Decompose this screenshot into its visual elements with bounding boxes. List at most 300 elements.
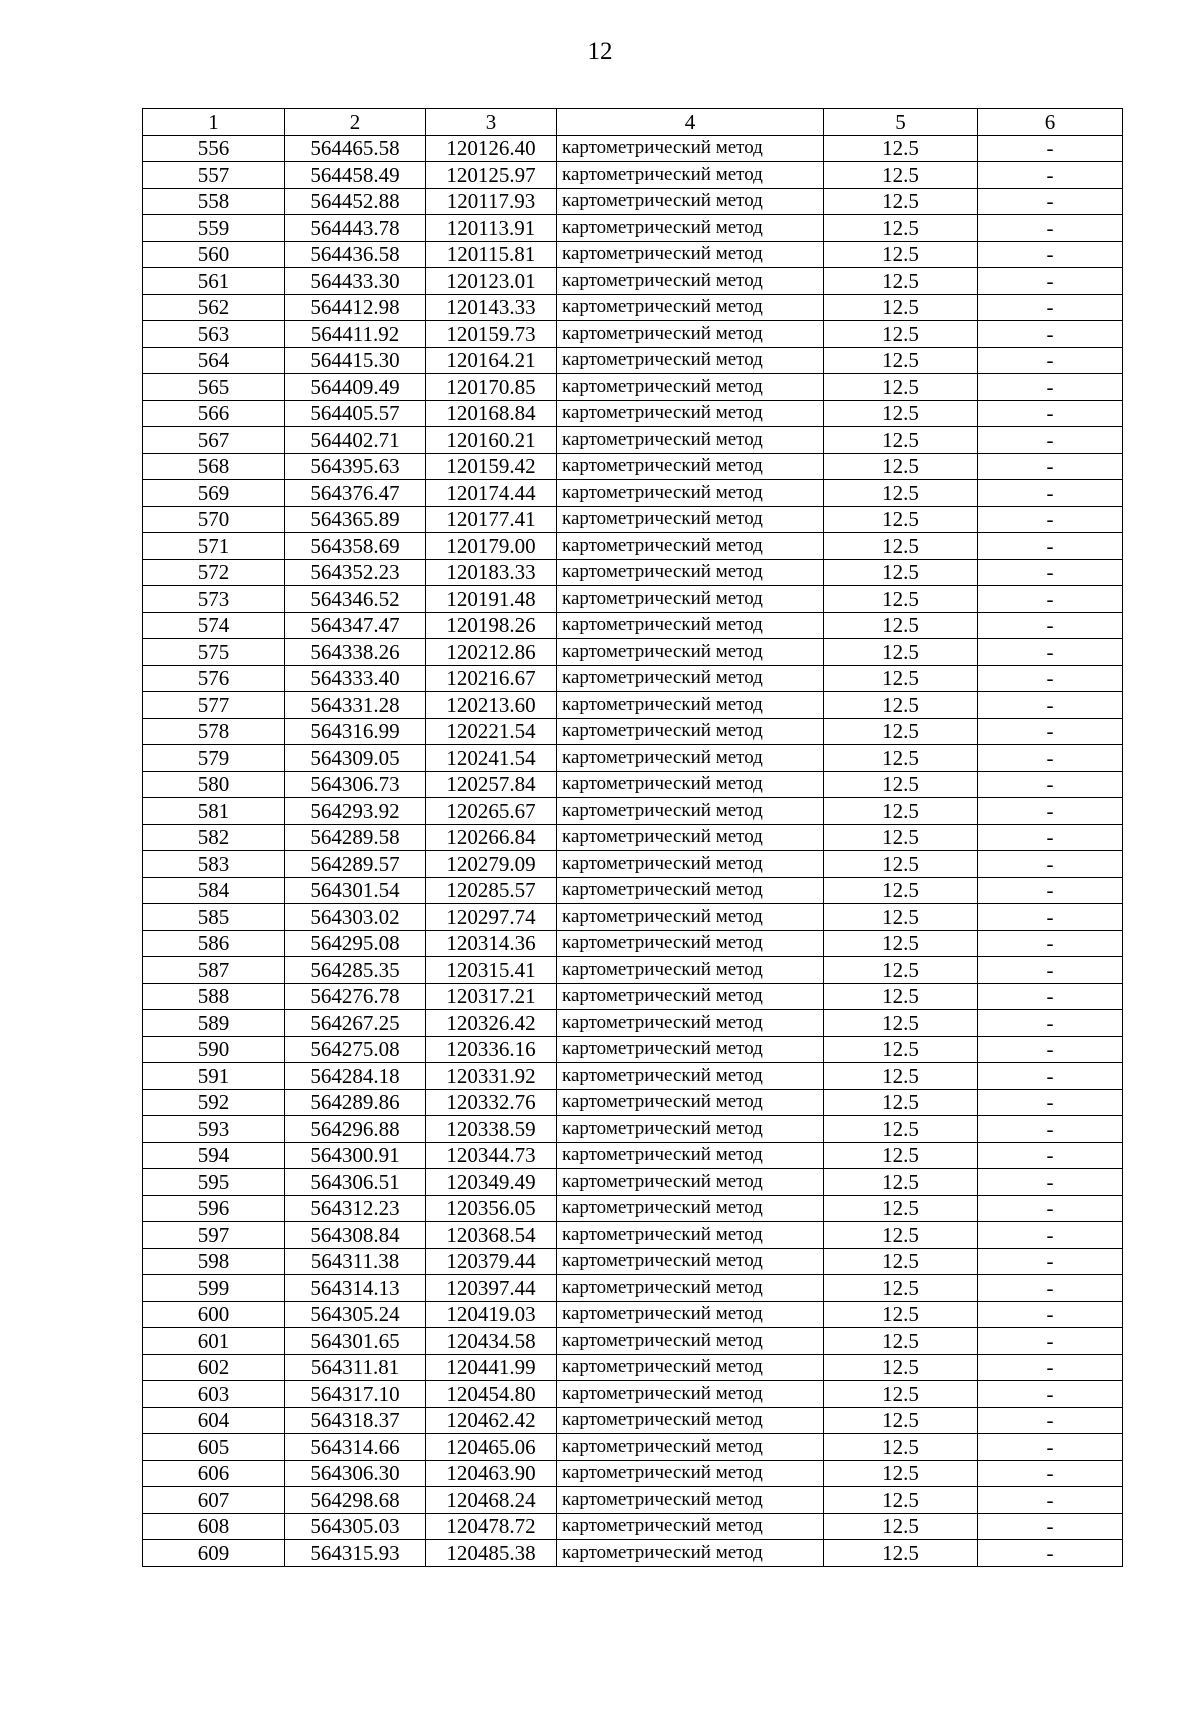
method-cell: картометрический метод xyxy=(557,665,824,692)
note-cell: - xyxy=(978,241,1123,268)
note-cell: - xyxy=(978,1169,1123,1196)
note-cell: - xyxy=(978,1328,1123,1355)
table-row xyxy=(143,506,1123,533)
method-cell: картометрический метод xyxy=(557,1063,824,1090)
note-cell: - xyxy=(978,771,1123,798)
table-row xyxy=(143,1301,1123,1328)
accuracy-cell: 12.5 xyxy=(824,639,978,666)
accuracy-cell: 12.5 xyxy=(824,692,978,719)
point-number-cell: 558 xyxy=(143,188,285,215)
accuracy-cell: 12.5 xyxy=(824,745,978,772)
table-row xyxy=(143,1275,1123,1302)
table-row xyxy=(143,904,1123,931)
x-coordinate-cell: 564376.47 xyxy=(285,480,426,507)
note-cell: - xyxy=(978,506,1123,533)
x-coordinate-cell: 564358.69 xyxy=(285,533,426,560)
accuracy-cell: 12.5 xyxy=(824,135,978,162)
table-row xyxy=(143,930,1123,957)
accuracy-cell: 12.5 xyxy=(824,1248,978,1275)
accuracy-cell: 12.5 xyxy=(824,268,978,295)
accuracy-cell: 12.5 xyxy=(824,1036,978,1063)
note-cell: - xyxy=(978,851,1123,878)
note-cell: - xyxy=(978,400,1123,427)
point-number-cell: 583 xyxy=(143,851,285,878)
note-cell: - xyxy=(978,612,1123,639)
x-coordinate-cell: 564405.57 xyxy=(285,400,426,427)
point-number-cell: 609 xyxy=(143,1540,285,1567)
method-cell: картометрический метод xyxy=(557,877,824,904)
x-coordinate-cell: 564284.18 xyxy=(285,1063,426,1090)
x-coordinate-cell: 564415.30 xyxy=(285,347,426,374)
x-coordinate-cell: 564306.30 xyxy=(285,1460,426,1487)
note-cell: - xyxy=(978,1460,1123,1487)
x-coordinate-cell: 564452.88 xyxy=(285,188,426,215)
page-number: 12 xyxy=(587,38,613,65)
method-cell: картометрический метод xyxy=(557,453,824,480)
table-header xyxy=(143,109,1123,136)
accuracy-cell: 12.5 xyxy=(824,1513,978,1540)
point-number-cell: 559 xyxy=(143,215,285,242)
x-coordinate-cell: 564465.58 xyxy=(285,135,426,162)
note-cell: - xyxy=(978,1301,1123,1328)
accuracy-cell: 12.5 xyxy=(824,904,978,931)
table-row xyxy=(143,1089,1123,1116)
y-coordinate-cell: 120465.06 xyxy=(426,1434,557,1461)
y-coordinate-cell: 120331.92 xyxy=(426,1063,557,1090)
note-cell: - xyxy=(978,1063,1123,1090)
column-header-1: 1 xyxy=(143,109,285,136)
note-cell: - xyxy=(978,1275,1123,1302)
point-number-cell: 590 xyxy=(143,1036,285,1063)
note-cell: - xyxy=(978,957,1123,984)
point-number-cell: 585 xyxy=(143,904,285,931)
method-cell: картометрический метод xyxy=(557,1195,824,1222)
method-cell: картометрический метод xyxy=(557,1487,824,1514)
accuracy-cell: 12.5 xyxy=(824,400,978,427)
method-cell: картометрический метод xyxy=(557,586,824,613)
table-row xyxy=(143,1407,1123,1434)
table-row xyxy=(143,1513,1123,1540)
accuracy-cell: 12.5 xyxy=(824,771,978,798)
point-number-cell: 604 xyxy=(143,1407,285,1434)
point-number-cell: 592 xyxy=(143,1089,285,1116)
y-coordinate-cell: 120356.05 xyxy=(426,1195,557,1222)
y-coordinate-cell: 120317.21 xyxy=(426,983,557,1010)
method-cell: картометрический метод xyxy=(557,1460,824,1487)
note-cell: - xyxy=(978,930,1123,957)
accuracy-cell: 12.5 xyxy=(824,612,978,639)
method-cell: картометрический метод xyxy=(557,162,824,189)
table-row xyxy=(143,1010,1123,1037)
point-number-cell: 598 xyxy=(143,1248,285,1275)
point-number-cell: 597 xyxy=(143,1222,285,1249)
method-cell: картометрический метод xyxy=(557,506,824,533)
point-number-cell: 570 xyxy=(143,506,285,533)
table-row xyxy=(143,957,1123,984)
method-cell: картометрический метод xyxy=(557,771,824,798)
y-coordinate-cell: 120315.41 xyxy=(426,957,557,984)
y-coordinate-cell: 120160.21 xyxy=(426,427,557,454)
method-cell: картометрический метод xyxy=(557,559,824,586)
table-row xyxy=(143,798,1123,825)
x-coordinate-cell: 564318.37 xyxy=(285,1407,426,1434)
x-coordinate-cell: 564443.78 xyxy=(285,215,426,242)
x-coordinate-cell: 564395.63 xyxy=(285,453,426,480)
accuracy-cell: 12.5 xyxy=(824,1381,978,1408)
point-number-cell: 556 xyxy=(143,135,285,162)
point-number-cell: 563 xyxy=(143,321,285,348)
method-cell: картометрический метод xyxy=(557,1301,824,1328)
table-row xyxy=(143,135,1123,162)
y-coordinate-cell: 120221.54 xyxy=(426,718,557,745)
note-cell: - xyxy=(978,1036,1123,1063)
y-coordinate-cell: 120314.36 xyxy=(426,930,557,957)
method-cell: картометрический метод xyxy=(557,824,824,851)
accuracy-cell: 12.5 xyxy=(824,374,978,401)
note-cell: - xyxy=(978,1089,1123,1116)
y-coordinate-cell: 120115.81 xyxy=(426,241,557,268)
table-row xyxy=(143,241,1123,268)
x-coordinate-cell: 564458.49 xyxy=(285,162,426,189)
accuracy-cell: 12.5 xyxy=(824,1301,978,1328)
note-cell: - xyxy=(978,692,1123,719)
point-number-cell: 591 xyxy=(143,1063,285,1090)
y-coordinate-cell: 120257.84 xyxy=(426,771,557,798)
accuracy-cell: 12.5 xyxy=(824,718,978,745)
method-cell: картометрический метод xyxy=(557,1513,824,1540)
table-row xyxy=(143,480,1123,507)
method-cell: картометрический метод xyxy=(557,1434,824,1461)
y-coordinate-cell: 120179.00 xyxy=(426,533,557,560)
method-cell: картометрический метод xyxy=(557,798,824,825)
table-row xyxy=(143,824,1123,851)
note-cell: - xyxy=(978,586,1123,613)
y-coordinate-cell: 120198.26 xyxy=(426,612,557,639)
note-cell: - xyxy=(978,347,1123,374)
note-cell: - xyxy=(978,294,1123,321)
x-coordinate-cell: 564289.86 xyxy=(285,1089,426,1116)
note-cell: - xyxy=(978,1142,1123,1169)
table-row xyxy=(143,745,1123,772)
accuracy-cell: 12.5 xyxy=(824,957,978,984)
point-number-cell: 580 xyxy=(143,771,285,798)
point-number-cell: 562 xyxy=(143,294,285,321)
accuracy-cell: 12.5 xyxy=(824,347,978,374)
y-coordinate-cell: 120159.42 xyxy=(426,453,557,480)
x-coordinate-cell: 564317.10 xyxy=(285,1381,426,1408)
header-row xyxy=(143,109,1123,136)
point-number-cell: 577 xyxy=(143,692,285,719)
method-cell: картометрический метод xyxy=(557,692,824,719)
x-coordinate-cell: 564409.49 xyxy=(285,374,426,401)
y-coordinate-cell: 120336.16 xyxy=(426,1036,557,1063)
table-row xyxy=(143,1460,1123,1487)
point-number-cell: 602 xyxy=(143,1354,285,1381)
point-number-cell: 588 xyxy=(143,983,285,1010)
x-coordinate-cell: 564309.05 xyxy=(285,745,426,772)
x-coordinate-cell: 564289.58 xyxy=(285,824,426,851)
x-coordinate-cell: 564436.58 xyxy=(285,241,426,268)
y-coordinate-cell: 120168.84 xyxy=(426,400,557,427)
point-number-cell: 573 xyxy=(143,586,285,613)
note-cell: - xyxy=(978,1195,1123,1222)
y-coordinate-cell: 120332.76 xyxy=(426,1089,557,1116)
table-row xyxy=(143,162,1123,189)
point-number-cell: 572 xyxy=(143,559,285,586)
note-cell: - xyxy=(978,1540,1123,1567)
table-row xyxy=(143,1328,1123,1355)
x-coordinate-cell: 564402.71 xyxy=(285,427,426,454)
point-number-cell: 576 xyxy=(143,665,285,692)
accuracy-cell: 12.5 xyxy=(824,1116,978,1143)
accuracy-cell: 12.5 xyxy=(824,824,978,851)
accuracy-cell: 12.5 xyxy=(824,851,978,878)
note-cell: - xyxy=(978,480,1123,507)
point-number-cell: 557 xyxy=(143,162,285,189)
note-cell: - xyxy=(978,453,1123,480)
table-row xyxy=(143,1036,1123,1063)
point-number-cell: 584 xyxy=(143,877,285,904)
x-coordinate-cell: 564285.35 xyxy=(285,957,426,984)
point-number-cell: 605 xyxy=(143,1434,285,1461)
point-number-cell: 607 xyxy=(143,1487,285,1514)
note-cell: - xyxy=(978,533,1123,560)
table-row xyxy=(143,665,1123,692)
method-cell: картометрический метод xyxy=(557,851,824,878)
y-coordinate-cell: 120419.03 xyxy=(426,1301,557,1328)
x-coordinate-cell: 564314.66 xyxy=(285,1434,426,1461)
accuracy-cell: 12.5 xyxy=(824,294,978,321)
method-cell: картометрический метод xyxy=(557,480,824,507)
accuracy-cell: 12.5 xyxy=(824,1328,978,1355)
table-row xyxy=(143,692,1123,719)
x-coordinate-cell: 564311.81 xyxy=(285,1354,426,1381)
table-row xyxy=(143,1195,1123,1222)
table-row xyxy=(143,1540,1123,1567)
y-coordinate-cell: 120368.54 xyxy=(426,1222,557,1249)
y-coordinate-cell: 120113.91 xyxy=(426,215,557,242)
accuracy-cell: 12.5 xyxy=(824,1195,978,1222)
table-row xyxy=(143,1222,1123,1249)
y-coordinate-cell: 120216.67 xyxy=(426,665,557,692)
x-coordinate-cell: 564311.38 xyxy=(285,1248,426,1275)
point-number-cell: 574 xyxy=(143,612,285,639)
note-cell: - xyxy=(978,904,1123,931)
x-coordinate-cell: 564347.47 xyxy=(285,612,426,639)
note-cell: - xyxy=(978,665,1123,692)
method-cell: картометрический метод xyxy=(557,241,824,268)
x-coordinate-cell: 564411.92 xyxy=(285,321,426,348)
note-cell: - xyxy=(978,559,1123,586)
x-coordinate-cell: 564314.13 xyxy=(285,1275,426,1302)
column-header-5: 5 xyxy=(824,109,978,136)
accuracy-cell: 12.5 xyxy=(824,1275,978,1302)
y-coordinate-cell: 120123.01 xyxy=(426,268,557,295)
note-cell: - xyxy=(978,215,1123,242)
table-row xyxy=(143,427,1123,454)
x-coordinate-cell: 564352.23 xyxy=(285,559,426,586)
accuracy-cell: 12.5 xyxy=(824,241,978,268)
y-coordinate-cell: 120125.97 xyxy=(426,162,557,189)
method-cell: картометрический метод xyxy=(557,321,824,348)
method-cell: картометрический метод xyxy=(557,268,824,295)
point-number-cell: 561 xyxy=(143,268,285,295)
table-row xyxy=(143,1248,1123,1275)
y-coordinate-cell: 120191.48 xyxy=(426,586,557,613)
point-number-cell: 579 xyxy=(143,745,285,772)
y-coordinate-cell: 120379.44 xyxy=(426,1248,557,1275)
point-number-cell: 571 xyxy=(143,533,285,560)
method-cell: картометрический метод xyxy=(557,1540,824,1567)
table-row xyxy=(143,877,1123,904)
accuracy-cell: 12.5 xyxy=(824,877,978,904)
x-coordinate-cell: 564315.93 xyxy=(285,1540,426,1567)
table-row xyxy=(143,321,1123,348)
table-row xyxy=(143,188,1123,215)
column-header-4: 4 xyxy=(557,109,824,136)
accuracy-cell: 12.5 xyxy=(824,1354,978,1381)
x-coordinate-cell: 564331.28 xyxy=(285,692,426,719)
y-coordinate-cell: 120183.33 xyxy=(426,559,557,586)
x-coordinate-cell: 564289.57 xyxy=(285,851,426,878)
method-cell: картометрический метод xyxy=(557,639,824,666)
x-coordinate-cell: 564346.52 xyxy=(285,586,426,613)
method-cell: картометрический метод xyxy=(557,745,824,772)
y-coordinate-cell: 120485.38 xyxy=(426,1540,557,1567)
point-number-cell: 589 xyxy=(143,1010,285,1037)
table-row xyxy=(143,559,1123,586)
table-row xyxy=(143,1169,1123,1196)
table-row xyxy=(143,1381,1123,1408)
note-cell: - xyxy=(978,268,1123,295)
x-coordinate-cell: 564303.02 xyxy=(285,904,426,931)
column-header-3: 3 xyxy=(426,109,557,136)
point-number-cell: 593 xyxy=(143,1116,285,1143)
x-coordinate-cell: 564306.73 xyxy=(285,771,426,798)
y-coordinate-cell: 120326.42 xyxy=(426,1010,557,1037)
method-cell: картометрический метод xyxy=(557,1010,824,1037)
x-coordinate-cell: 564301.54 xyxy=(285,877,426,904)
table-row xyxy=(143,374,1123,401)
accuracy-cell: 12.5 xyxy=(824,215,978,242)
accuracy-cell: 12.5 xyxy=(824,586,978,613)
point-number-cell: 565 xyxy=(143,374,285,401)
x-coordinate-cell: 564312.23 xyxy=(285,1195,426,1222)
y-coordinate-cell: 120349.49 xyxy=(426,1169,557,1196)
y-coordinate-cell: 120159.73 xyxy=(426,321,557,348)
x-coordinate-cell: 564300.91 xyxy=(285,1142,426,1169)
point-number-cell: 601 xyxy=(143,1328,285,1355)
table-row xyxy=(143,347,1123,374)
method-cell: картометрический метод xyxy=(557,1169,824,1196)
point-number-cell: 608 xyxy=(143,1513,285,1540)
y-coordinate-cell: 120174.44 xyxy=(426,480,557,507)
method-cell: картометрический метод xyxy=(557,957,824,984)
table-row xyxy=(143,453,1123,480)
x-coordinate-cell: 564298.68 xyxy=(285,1487,426,1514)
x-coordinate-cell: 564296.88 xyxy=(285,1116,426,1143)
method-cell: картометрический метод xyxy=(557,1328,824,1355)
note-cell: - xyxy=(978,1381,1123,1408)
point-number-cell: 581 xyxy=(143,798,285,825)
y-coordinate-cell: 120454.80 xyxy=(426,1381,557,1408)
accuracy-cell: 12.5 xyxy=(824,188,978,215)
table-row xyxy=(143,639,1123,666)
coordinates-table xyxy=(142,108,1123,1567)
method-cell: картометрический метод xyxy=(557,718,824,745)
table-row xyxy=(143,1354,1123,1381)
point-number-cell: 603 xyxy=(143,1381,285,1408)
y-coordinate-cell: 120213.60 xyxy=(426,692,557,719)
y-coordinate-cell: 120478.72 xyxy=(426,1513,557,1540)
method-cell: картометрический метод xyxy=(557,427,824,454)
point-number-cell: 564 xyxy=(143,347,285,374)
accuracy-cell: 12.5 xyxy=(824,1142,978,1169)
method-cell: картометрический метод xyxy=(557,294,824,321)
note-cell: - xyxy=(978,745,1123,772)
x-coordinate-cell: 564305.24 xyxy=(285,1301,426,1328)
accuracy-cell: 12.5 xyxy=(824,798,978,825)
point-number-cell: 587 xyxy=(143,957,285,984)
x-coordinate-cell: 564338.26 xyxy=(285,639,426,666)
accuracy-cell: 12.5 xyxy=(824,506,978,533)
note-cell: - xyxy=(978,374,1123,401)
point-number-cell: 560 xyxy=(143,241,285,268)
method-cell: картометрический метод xyxy=(557,1116,824,1143)
method-cell: картометрический метод xyxy=(557,1142,824,1169)
y-coordinate-cell: 120434.58 xyxy=(426,1328,557,1355)
table-row xyxy=(143,1063,1123,1090)
y-coordinate-cell: 120241.54 xyxy=(426,745,557,772)
note-cell: - xyxy=(978,1487,1123,1514)
x-coordinate-cell: 564308.84 xyxy=(285,1222,426,1249)
method-cell: картометрический метод xyxy=(557,612,824,639)
x-coordinate-cell: 564306.51 xyxy=(285,1169,426,1196)
x-coordinate-cell: 564301.65 xyxy=(285,1328,426,1355)
table-row xyxy=(143,215,1123,242)
table-row xyxy=(143,771,1123,798)
x-coordinate-cell: 564305.03 xyxy=(285,1513,426,1540)
point-number-cell: 595 xyxy=(143,1169,285,1196)
y-coordinate-cell: 120279.09 xyxy=(426,851,557,878)
note-cell: - xyxy=(978,1248,1123,1275)
table-row xyxy=(143,612,1123,639)
x-coordinate-cell: 564333.40 xyxy=(285,665,426,692)
accuracy-cell: 12.5 xyxy=(824,1540,978,1567)
point-number-cell: 600 xyxy=(143,1301,285,1328)
table-row xyxy=(143,586,1123,613)
accuracy-cell: 12.5 xyxy=(824,1487,978,1514)
table-row xyxy=(143,400,1123,427)
method-cell: картометрический метод xyxy=(557,1222,824,1249)
note-cell: - xyxy=(978,135,1123,162)
table-row xyxy=(143,294,1123,321)
point-number-cell: 594 xyxy=(143,1142,285,1169)
y-coordinate-cell: 120177.41 xyxy=(426,506,557,533)
method-cell: картометрический метод xyxy=(557,1248,824,1275)
table-row xyxy=(143,983,1123,1010)
note-cell: - xyxy=(978,1222,1123,1249)
accuracy-cell: 12.5 xyxy=(824,559,978,586)
accuracy-cell: 12.5 xyxy=(824,1434,978,1461)
accuracy-cell: 12.5 xyxy=(824,930,978,957)
method-cell: картометрический метод xyxy=(557,1354,824,1381)
column-header-2: 2 xyxy=(285,109,426,136)
note-cell: - xyxy=(978,877,1123,904)
method-cell: картометрический метод xyxy=(557,983,824,1010)
method-cell: картометрический метод xyxy=(557,1407,824,1434)
x-coordinate-cell: 564267.25 xyxy=(285,1010,426,1037)
